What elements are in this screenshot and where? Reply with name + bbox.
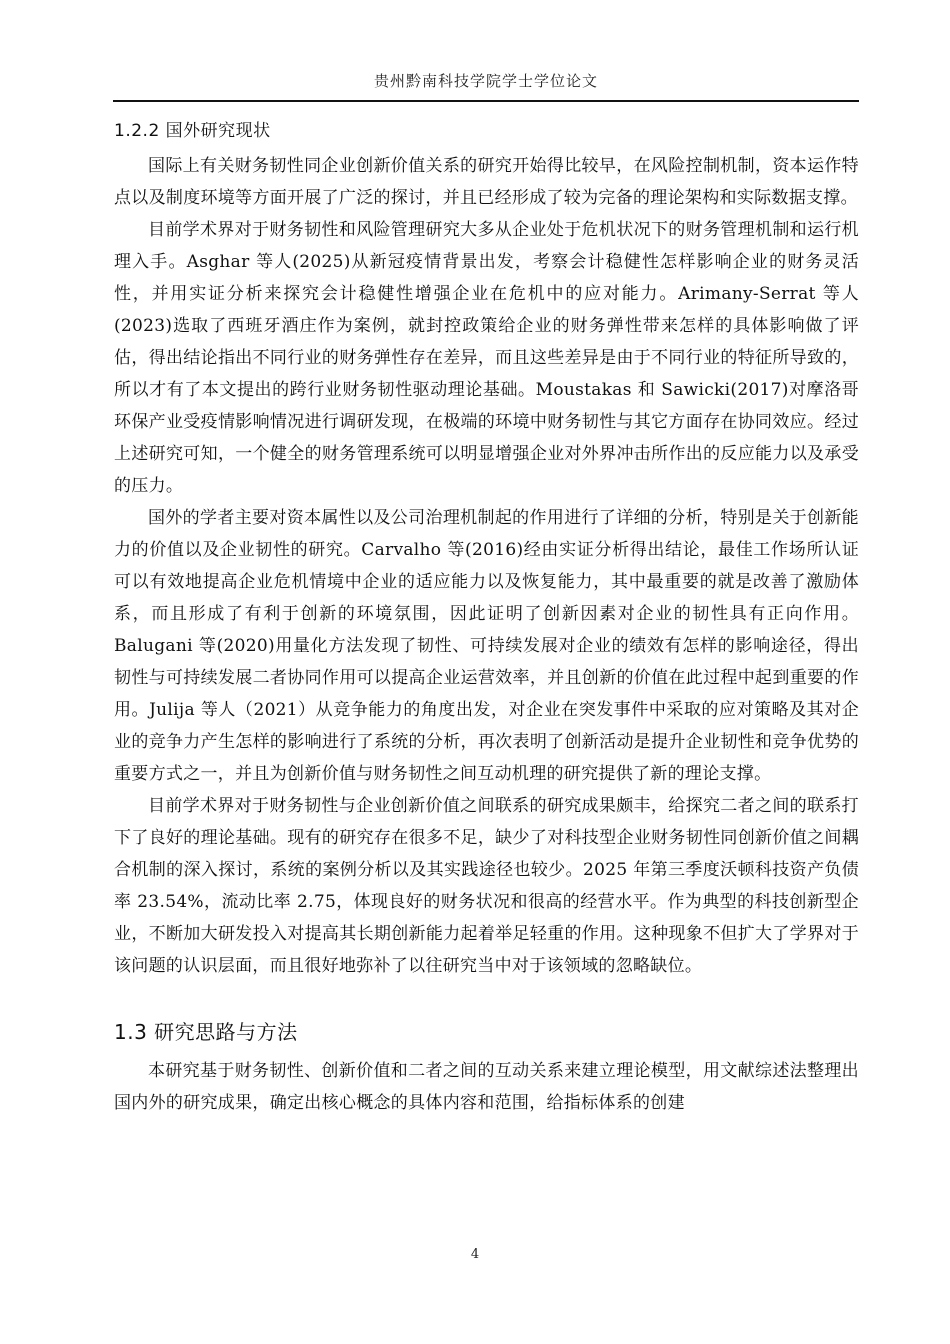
section-heading-1-2-2: 1.2.2 国外研究现状 [114,121,271,141]
page-header-title: 贵州黔南科技学院学士学位论文 [373,72,598,90]
paragraph: 本研究基于财务韧性、创新价值和二者之间的互动关系来建立理论模型，用文献综述法整理出国内外的研究成果，确定出核心概念的具体内容和范围，给指标体系的创建 [114,1061,859,1113]
header-divider [113,100,859,102]
section-heading-1-3: 1.3 研究思路与方法 [114,1020,298,1044]
page-body [114,117,859,1119]
paragraph: 国外的学者主要对资本属性以及公司治理机制起的作用进行了详细的分析，特别是关于创新能力的价值以及企业韧性的研究。Carvalho 等(2016)经由实证分析得出结论，最佳工作场所认证可以有效地提高企业危机情境中企业的适应能力以及恢复能力，其中最重要的就是改善了激励体系，而且形成了有利于创新的环境氛围，因此证明了创新因素对企业的韧性具有正向作用。Balugani 等(2020)用量化方法发现了韧性、可持续发展对企业的绩效有怎样的影响途径，得出韧性与可持续发展二者协同作用可以提高企业运营效率，并且创新的价值在此过程中起到重要的作用。Julija 等人（2021）从竞争能力的角度出发，对企业在突发事件中采取的应对策略及其对企业的竞争力产生怎样的影响进行了系统的分析，再次表明了创新活动是提升企业韧性和竞争优势的重要方式之一，并且为创新价值与财务韧性之间互动机理的研究提供了新的理论支撑。 [114,508,859,784]
page-number: 4 [470,1247,480,1262]
paragraph: 目前学术界对于财务韧性与企业创新价值之间联系的研究成果颇丰，给探究二者之间的联系打下了良好的理论基础。现有的研究存在很多不足，缺少了对科技型企业财务韧性同创新价值之间耦合机制的深入探讨，系统的案例分析以及其实践途径也较少。2025 年第三季度沃顿科技资产负债率 23.54%，流动比率 2.75，体现良好的财务状况和很高的经营水平。作为典型的科技创新型企业，不断加大研发投入对提高其长期创新能力起着举足轻重的作用。这种现象不但扩大了学界对于该问题的认识层面，而且很好地弥补了以往研究当中对于该领域的忽略缺位。 [114,796,859,976]
paragraph: 国际上有关财务韧性同企业创新价值关系的研究开始得比较早，在风险控制机制，资本运作特点以及制度环境等方面开展了广泛的探讨，并且已经形成了较为完备的理论架构和实际数据支撑。 [114,156,859,208]
paragraph: 目前学术界对于财务韧性和风险管理研究大多从企业处于危机状况下的财务管理机制和运行机理入手。Asghar 等人(2025)从新冠疫情背景出发，考察会计稳健性怎样影响企业的财务灵活性，并用实证分析来探究会计稳健性增强企业在危机中的应对能力。Arimany-Serrat 等人(2023)选取了西班牙酒庄作为案例，就封控政策给企业的财务弹性带来怎样的具体影响做了评估，得出结论指出不同行业的财务弹性存在差异，而且这些差异是由于不同行业的特征所导致的，所以才有了本文提出的跨行业财务韧性驱动理论基础。Moustakas 和 Sawicki(2017)对摩洛哥环保产业受疫情影响情况进行调研发现，在极端的环境中财务韧性与其它方面存在协同效应。经过上述研究可知，一个健全的财务管理系统可以明显增强企业对外界冲击所作出的反应能力以及承受的压力。 [114,220,859,496]
